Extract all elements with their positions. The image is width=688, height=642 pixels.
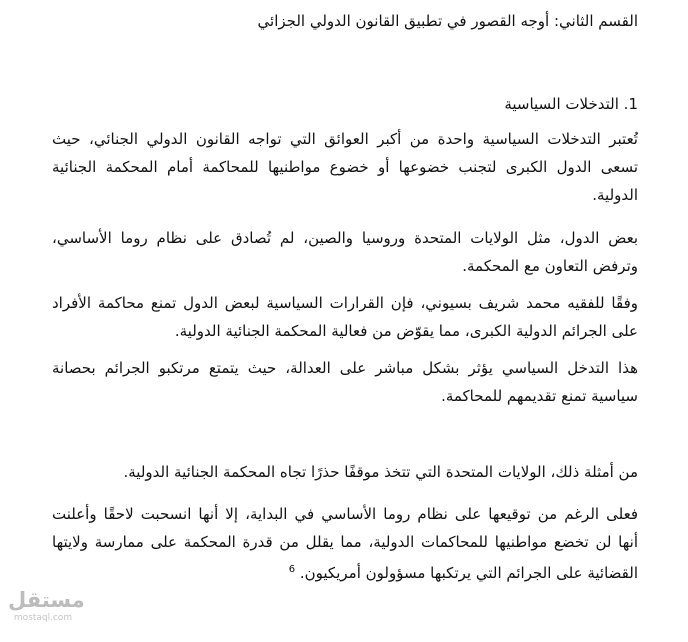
paragraph-4-line-2: سياسية تمنع تقديمهم للمحاكمة. [441, 387, 638, 405]
paragraph-5-line-1: من أمثلة ذلك، الولايات المتحدة التي تتخذ موقفًا حذرًا تجاه المحكمة الجنائية الدولية. [123, 463, 638, 481]
paragraph-1-line-2: تسعى الدول الكبرى لتجنب خضوعها أو خضوع مواطنيها للمحاكمة أمام المحكمة الجنائية [52, 158, 638, 176]
subheading-political-interventions: 1. التدخلات السياسية [504, 95, 638, 113]
paragraph-6-line-2: أنها لن تخضع مواطنيها للمحاكمات الدولية، مما يقلل من قدرة المحكمة على ممارسة ولايتها [52, 533, 638, 551]
paragraph-2-line-1: بعض الدول، مثل الولايات المتحدة وروسيا والصين، لم تُصادق على نظام روما الأساسي، [52, 229, 638, 247]
paragraph-3-line-2: على الجرائم الدولية الكبرى، مما يقوّض من فعالية المحكمة الجنائية الدولية. [174, 322, 638, 340]
watermark-url: mostaql.com [13, 613, 73, 623]
watermark-brand: مستقل [8, 588, 85, 612]
paragraph-3-line-1: وفقًا للفقيه محمد شريف بسيوني، فإن القرارات السياسية لبعض الدول تمنع محاكمة الأفراد [52, 294, 638, 312]
paragraph-6-line-1: فعلى الرغم من توقيعها على نظام روما الأساسي في البداية، إلا أنها انسحبت لاحقًا وأعلنت [52, 505, 638, 523]
paragraph-6-line-3 [289, 560, 638, 583]
paragraph-4-line-1: هذا التدخل السياسي يؤثر بشكل مباشر على العدالة، حيث يتمتع مرتكبو الجرائم بحصانة [52, 359, 638, 377]
paragraph-2-line-2: وترفض التعاون مع المحكمة. [462, 257, 638, 275]
paragraph-1-line-3: الدولية. [592, 186, 638, 204]
paragraph-1-line-1: تُعتبر التدخلات السياسية واحدة من أكبر العوائق التي تواجه القانون الدولي الجنائي، حيث [52, 130, 638, 148]
paragraph-6-line-3-text: القضائية على الجرائم التي يرتكبها مسؤولون أمريكيون. [299, 564, 638, 582]
footnote-marker: 6 [288, 564, 296, 575]
mostaql-watermark-logo [8, 588, 85, 624]
section-heading: القسم الثاني: أوجه القصور في تطبيق القانون الدولي الجزائي [257, 12, 638, 30]
